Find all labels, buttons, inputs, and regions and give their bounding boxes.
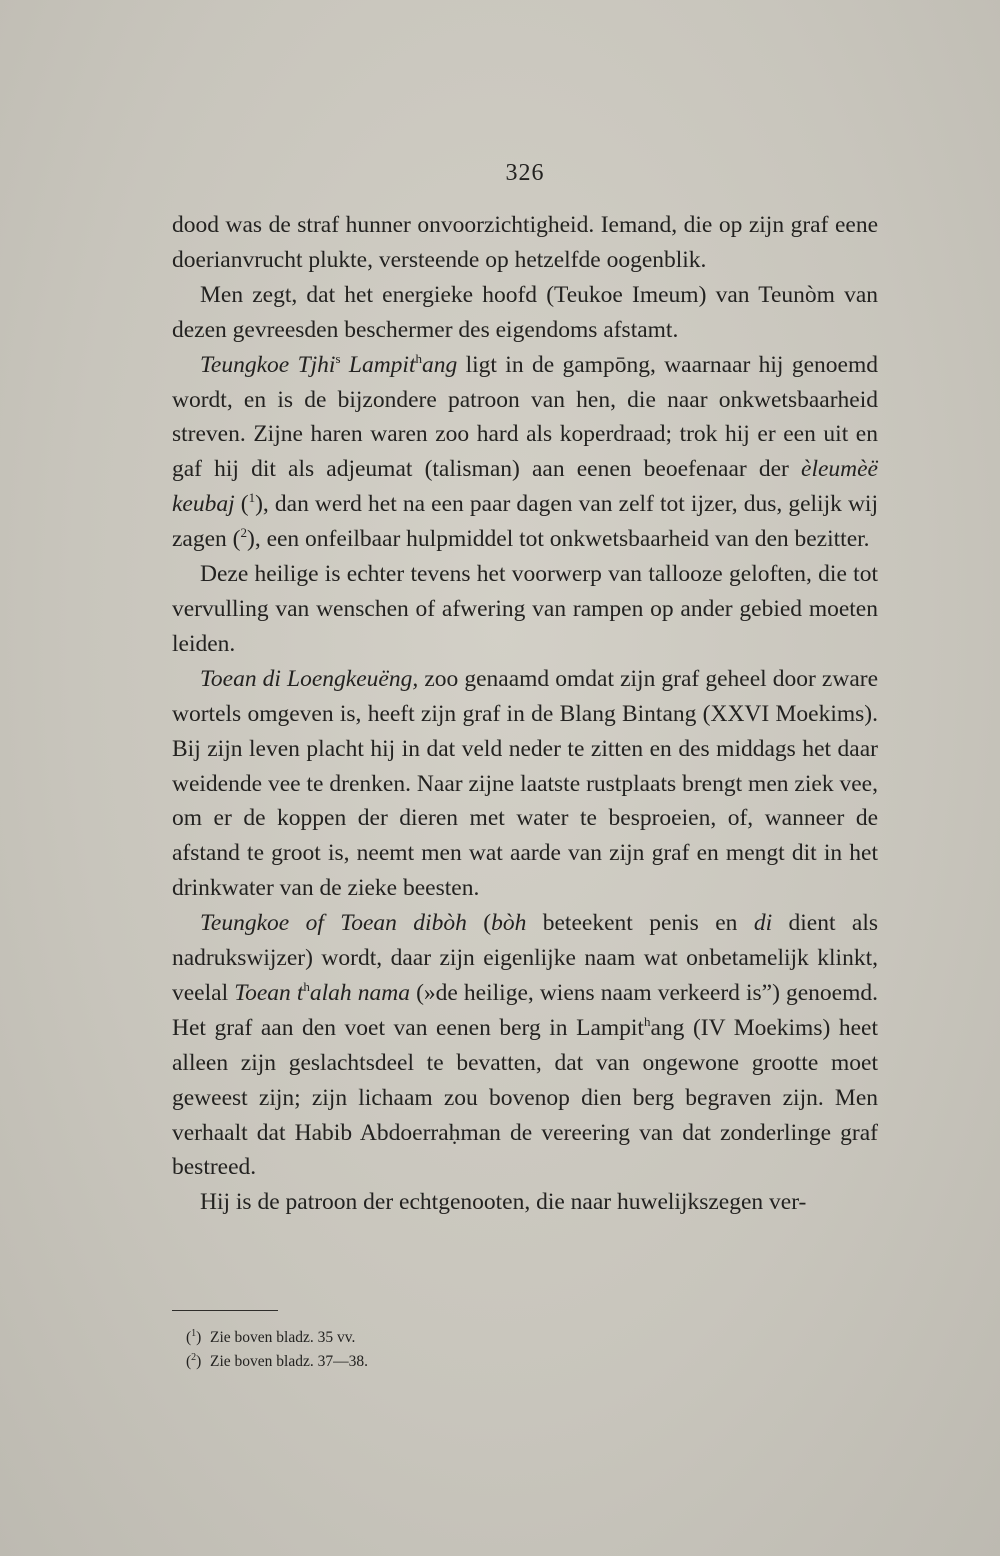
paragraph bbox=[172, 1185, 878, 1220]
text-run: beteekent penis en bbox=[526, 910, 754, 937]
footnote-text: Zie boven bladz. 35 vv. bbox=[210, 1329, 356, 1346]
footnote-mark: ($^2$) bbox=[186, 1352, 202, 1370]
text-run: Deze heilige is echter tevens het voorwerp van tallooze geloften, die tot vervulling van wenschen of afwering van rampen op ander gebied moeten leiden. bbox=[172, 561, 878, 657]
paragraph bbox=[172, 906, 878, 1185]
paragraph bbox=[172, 208, 878, 278]
text-run: dient als nadrukswijzer) wordt, daar zijn eigenlijke naam wat onbetamelijk klinkt, veelal bbox=[172, 910, 879, 1006]
footnote-text: Zie boven bladz. 37—38. bbox=[210, 1353, 368, 1370]
text-run: ), een onfeilbaar hulpmiddel tot onkwetsbaarheid van den bezitter. bbox=[247, 526, 870, 553]
paragraph bbox=[172, 348, 878, 557]
superscript: h bbox=[415, 350, 422, 366]
text-run: zoo genaamd omdat zijn graf geheel door zware wortels omgeven is, heeft zijn graf in de Blang Bintang (XXVI Moekims). Bij zijn leven placht hij in dat veld neder te zitten en des middags het daar weidende vee te drenken. Naar zijne laatste rustplaats brengt men ziek vee, om er de koppen der dieren met water te besproeien, of, wanneer de afstand te groot is, neemt men wat aarde van zijn graf en mengt dit in het drinkwater van de zieke beesten. bbox=[172, 665, 879, 902]
text-run: ), dan werd het na een paar dagen van zelf tot ijzer, dus, gelijk wij zagen ( bbox=[172, 491, 878, 553]
italic-text: Toean t bbox=[234, 979, 304, 1006]
text-run: dood was de straf hunner onvoorzichtigheid. Iemand, die op zijn graf eene doerianvrucht plukte, versteende op hetzelfde oogenblik. bbox=[172, 212, 878, 273]
superscript: 1 bbox=[248, 490, 256, 506]
paragraph bbox=[172, 557, 878, 662]
footnote bbox=[186, 1350, 368, 1374]
text-run: ( bbox=[466, 910, 492, 937]
italic-text: di bbox=[753, 910, 773, 937]
page-number: 326 bbox=[505, 160, 545, 186]
superscript: h bbox=[303, 978, 310, 994]
text-run: (»de heilige, wiens naam verkeerd is”) genoemd. Het graf aan den voet van eenen berg in Lampit bbox=[172, 979, 879, 1041]
footnotes bbox=[186, 1326, 368, 1374]
italic-text: bòh bbox=[491, 910, 527, 937]
footnote bbox=[186, 1326, 368, 1350]
text-run: Men zegt, dat het energieke hoofd (Teukoe Imeum) van Teunòm van dezen gevreesden beschermer des eigendoms afstamt. bbox=[172, 281, 878, 343]
text-run: ligt in de gampōng, waarnaar hij genoemd wordt, en is de bijzondere patroon van hen, die naar onkwetsbaarheid streven. Zijne haren waren zoo hard als koperdraad; trok hij er een uit en gaf hij dit als adjeumat (talisman) aan eenen beoefenaar der bbox=[172, 351, 878, 483]
footnote-number: 1 bbox=[191, 1328, 197, 1339]
italic-text: alah nama bbox=[309, 979, 410, 1006]
italic-text: Teungkoe of Toean dibòh bbox=[200, 910, 467, 937]
body-text bbox=[172, 208, 878, 1220]
superscript: s bbox=[335, 350, 341, 366]
footnote-divider bbox=[172, 1310, 278, 1311]
italic-text: ang bbox=[421, 351, 458, 378]
footnote-mark: ($^1$) bbox=[186, 1328, 202, 1346]
paragraph bbox=[172, 278, 878, 348]
text-run: ang (IV Moekims) heet alleen zijn geslachtsdeel te bevatten, dat van ongewone grootte moet geweest zijn; zijn lichaam zou bovenop dien berg begraven zijn. Men verhaalt dat Habib Abdoerraḥman de vereering van dat zonderlinge graf bestreed. bbox=[172, 1014, 879, 1181]
text-run: Hij is de patroon der echtgenooten, die naar huwelijkszegen ver- bbox=[200, 1189, 807, 1216]
italic-text: èleumèë keubaj bbox=[172, 456, 878, 518]
italic-text: Toean di Loengkeuëng, bbox=[200, 665, 419, 692]
text-run: ( bbox=[234, 491, 249, 518]
italic-text: Teungkoe Tjhi bbox=[200, 351, 336, 378]
superscript: 2 bbox=[240, 525, 247, 541]
paragraph bbox=[172, 662, 878, 906]
italic-text: Lampit bbox=[340, 351, 416, 378]
footnote-number: 2 bbox=[191, 1352, 197, 1363]
superscript: h bbox=[643, 1013, 651, 1029]
